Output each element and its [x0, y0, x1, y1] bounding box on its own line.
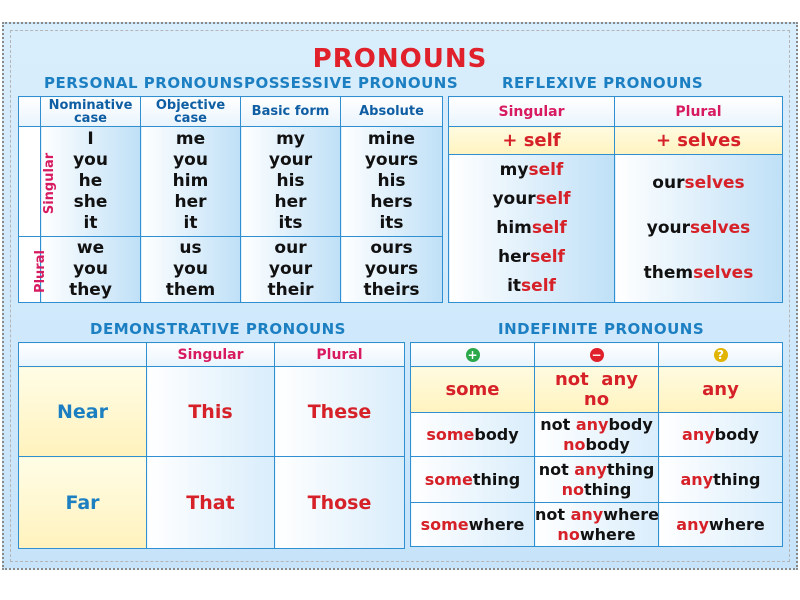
- personal-possessive-table: [18, 96, 443, 303]
- list-item: they: [69, 280, 112, 300]
- plus-selves-label: + selves: [655, 130, 742, 151]
- list-item: its: [278, 213, 303, 233]
- list-item: me: [175, 129, 206, 149]
- indefinite-heading: INDEFINITE PRONOUNS: [498, 320, 705, 338]
- list-item: their: [267, 280, 314, 300]
- list-item: myself: [499, 160, 564, 180]
- this-cell: This: [147, 367, 275, 457]
- near-label: Near: [19, 367, 147, 457]
- those-cell: Those: [275, 457, 405, 549]
- singular-basic-list: [241, 129, 340, 234]
- plus-header: [411, 343, 535, 367]
- question-circle-icon: ?: [714, 348, 728, 362]
- singular-side-label: Singular: [19, 127, 41, 237]
- list-item: she: [73, 192, 108, 212]
- list-item: them: [165, 280, 216, 300]
- list-item: your: [268, 150, 313, 170]
- corner-cell: [19, 97, 41, 127]
- list-item: you: [173, 150, 208, 170]
- list-item: it: [83, 213, 98, 233]
- plural-absolute-list: [341, 238, 442, 301]
- list-item: my: [276, 129, 305, 149]
- list-item: ours: [370, 238, 413, 258]
- objective-header: Objective case: [141, 97, 241, 127]
- some-cell: some: [445, 378, 500, 400]
- list-item: her: [274, 192, 307, 212]
- poster: [2, 22, 798, 570]
- list-item: himself: [496, 218, 567, 238]
- question-header: [659, 343, 783, 367]
- list-item: yours: [364, 150, 419, 170]
- list-item: themselves: [643, 263, 754, 283]
- list-item: our: [274, 238, 307, 258]
- far-label: Far: [19, 457, 147, 549]
- personal-heading: PERSONAL PRONOUNS: [44, 74, 244, 92]
- plus-self-label: + self: [502, 130, 561, 151]
- list-item: you: [73, 150, 108, 170]
- anywhere-cell: anywhere: [659, 503, 783, 547]
- demo-plural-header: Plural: [275, 343, 405, 367]
- anybody-cell: anybody: [659, 413, 783, 457]
- list-item: us: [179, 238, 202, 258]
- list-item: his: [276, 171, 305, 191]
- that-cell: That: [147, 457, 275, 549]
- demonstrative-heading: DEMONSTRATIVE PRONOUNS: [90, 320, 346, 338]
- list-item: you: [73, 259, 108, 279]
- nominative-header: Nominative case: [41, 97, 141, 127]
- reflexive-heading: REFLEXIVE PRONOUNS: [502, 74, 704, 92]
- these-cell: These: [275, 367, 405, 457]
- list-item: yours: [364, 259, 419, 279]
- reflexive-singular-header: Singular: [449, 97, 615, 127]
- list-item: hers: [370, 192, 413, 212]
- plural-objective-list: [141, 238, 240, 301]
- minus-header: [535, 343, 659, 367]
- somebody-cell: somebody: [411, 413, 535, 457]
- list-item: itself: [507, 276, 556, 296]
- not-anything-nothing-cell: not anything nothing: [535, 457, 659, 503]
- list-item: it: [183, 213, 198, 233]
- singular-objective-list: [141, 129, 240, 234]
- not-anywhere-nowhere-cell: not anywhere nowhere: [535, 503, 659, 547]
- singular-absolute-list: [341, 129, 442, 234]
- plus-circle-icon: +: [467, 347, 478, 362]
- list-item: he: [78, 171, 103, 191]
- list-item: I: [87, 129, 94, 149]
- anything-cell: anything: [659, 457, 783, 503]
- list-item: ourselves: [652, 173, 745, 193]
- any-cell: any: [702, 378, 739, 400]
- plural-side-label: Plural: [19, 237, 41, 303]
- list-item: mine: [367, 129, 416, 149]
- list-item: its: [379, 213, 404, 233]
- list-item: his: [377, 171, 406, 191]
- demonstrative-table: [18, 342, 405, 549]
- list-item: her: [174, 192, 207, 212]
- possessive-heading: POSSESSIVE PRONOUNS: [244, 74, 459, 92]
- reflexive-table: [448, 96, 783, 303]
- list-item: theirs: [363, 280, 420, 300]
- page-title: PRONOUNS: [312, 44, 488, 74]
- basic-form-header: Basic form: [241, 97, 341, 127]
- absolute-header: Absolute: [341, 97, 443, 127]
- list-item: yourselves: [646, 218, 751, 238]
- list-item: your: [268, 259, 313, 279]
- demo-corner: [19, 343, 147, 367]
- list-item: him: [172, 171, 209, 191]
- indefinite-table: [410, 342, 783, 547]
- minus-circle-icon: −: [591, 347, 602, 362]
- list-item: you: [173, 259, 208, 279]
- reflexive-plural-header: Plural: [615, 97, 783, 127]
- reflexive-plural-list: [615, 161, 782, 296]
- list-item: yourself: [492, 189, 571, 209]
- plural-nominative-list: [41, 238, 140, 301]
- list-item: herself: [498, 247, 565, 267]
- plural-basic-list: [241, 238, 340, 301]
- list-item: we: [76, 238, 105, 258]
- demo-singular-header: Singular: [147, 343, 275, 367]
- not-any-no-cell: not any no: [554, 368, 638, 410]
- not-anybody-nobody-cell: not anybody nobody: [535, 413, 659, 457]
- something-cell: something: [411, 457, 535, 503]
- reflexive-singular-list: [449, 156, 614, 301]
- somewhere-cell: somewhere: [411, 503, 535, 547]
